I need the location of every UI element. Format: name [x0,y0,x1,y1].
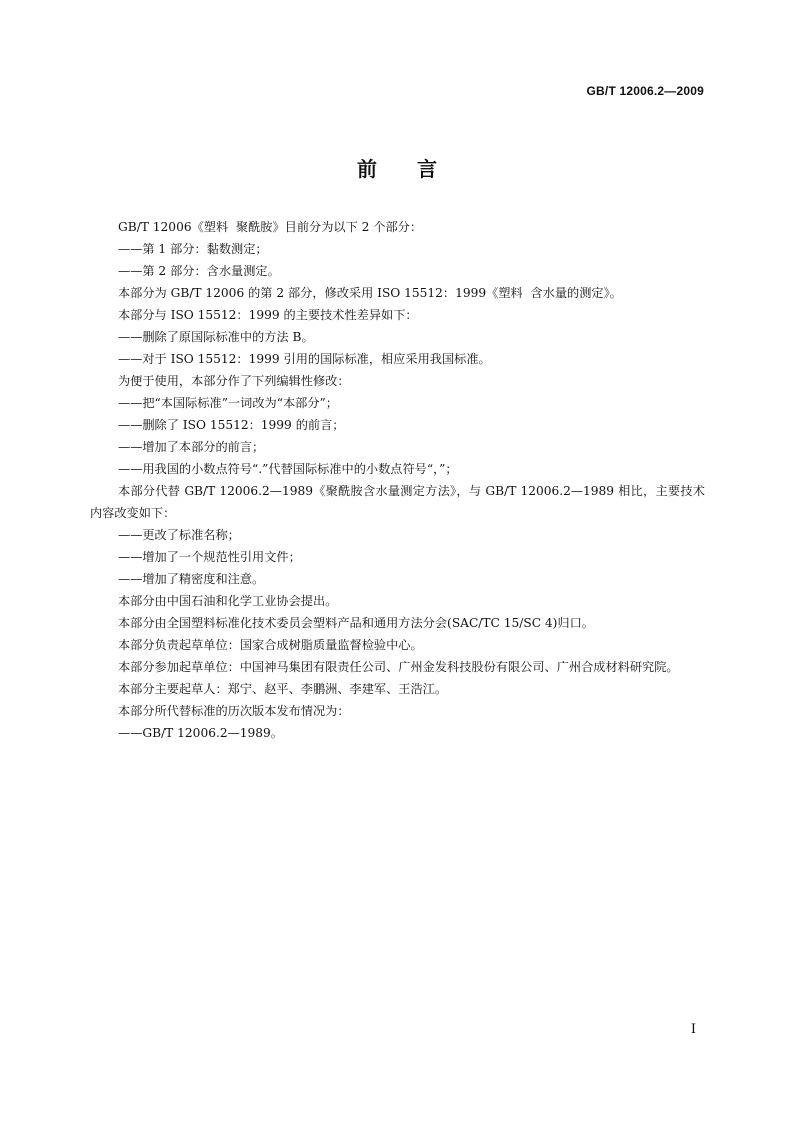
list-item: ——第 1 部分：黏数测定； [118,242,268,256]
list-item: ——增加了本部分的前言； [118,440,265,454]
list-item: ——增加了精密度和注意。 [118,572,265,586]
paragraph: 本部分主要起草人：郑宁、赵平、李鹏洲、李建军、王浩江。 [118,682,448,696]
paragraph: 本部分为 GB/T 12006 的第 2 部分，修改采用 ISO 15512：1999《塑料 含水量的测定》。 [118,286,622,300]
paragraph: 本部分负责起草单位：国家合成树脂质量监督检验中心。 [118,638,423,652]
paragraph: 为便于使用，本部分作了下列编辑性修改： [118,374,350,388]
list-item: ——对于 ISO 15512：1999 引用的国际标准，相应采用我国标准。 [118,352,491,366]
list-item: ——用我国的小数点符号“.”代替国际标准中的小数点符号“，”； [118,462,458,476]
list-item: ——增加了一个规范性引用文件； [118,550,301,564]
paragraph: 本部分由中国石油和化学工业协会提出。 [118,594,338,608]
page-number: I [690,1022,696,1037]
paragraph: 本部分参加起草单位：中国神马集团有限责任公司、广州金发科技股份有限公司、广州合成材料研究院。 [118,660,679,674]
paragraph: 本部分与 ISO 15512：1999 的主要技术性差异如下： [118,308,418,322]
list-item: ——更改了标准名称； [118,528,240,542]
list-item: ——第 2 部分：含水量测定。 [118,264,280,278]
list-item: ——删除了 ISO 15512：1999 的前言； [118,418,345,432]
foreword-body [90,216,705,744]
page-title: 前言 [357,157,477,181]
list-item: ——删除了原国际标准中的方法 B。 [118,330,314,344]
list-item: ——GB/T 12006.2—1989。 [118,726,283,740]
paragraph: 本部分代替 GB/T 12006.2—1989《聚酰胺含水量测定方法》，与 GB/T 12006.2—1989 相比，主要技术内容改变如下： [90,484,705,520]
paragraph: GB/T 12006《塑料 聚酰胺》目前分为以下 2 个部分： [118,220,423,234]
paragraph: 本部分所代替标准的历次版本发布情况为： [118,704,350,718]
list-item: ——把“本国际标准”一词改为“本部分”； [118,396,338,410]
paragraph: 本部分由全国塑料标准化技术委员会塑料产品和通用方法分会(SAC/TC 15/SC 4)归口。 [118,616,594,630]
standard-number: GB/T 12006.2—2009 [586,84,704,98]
